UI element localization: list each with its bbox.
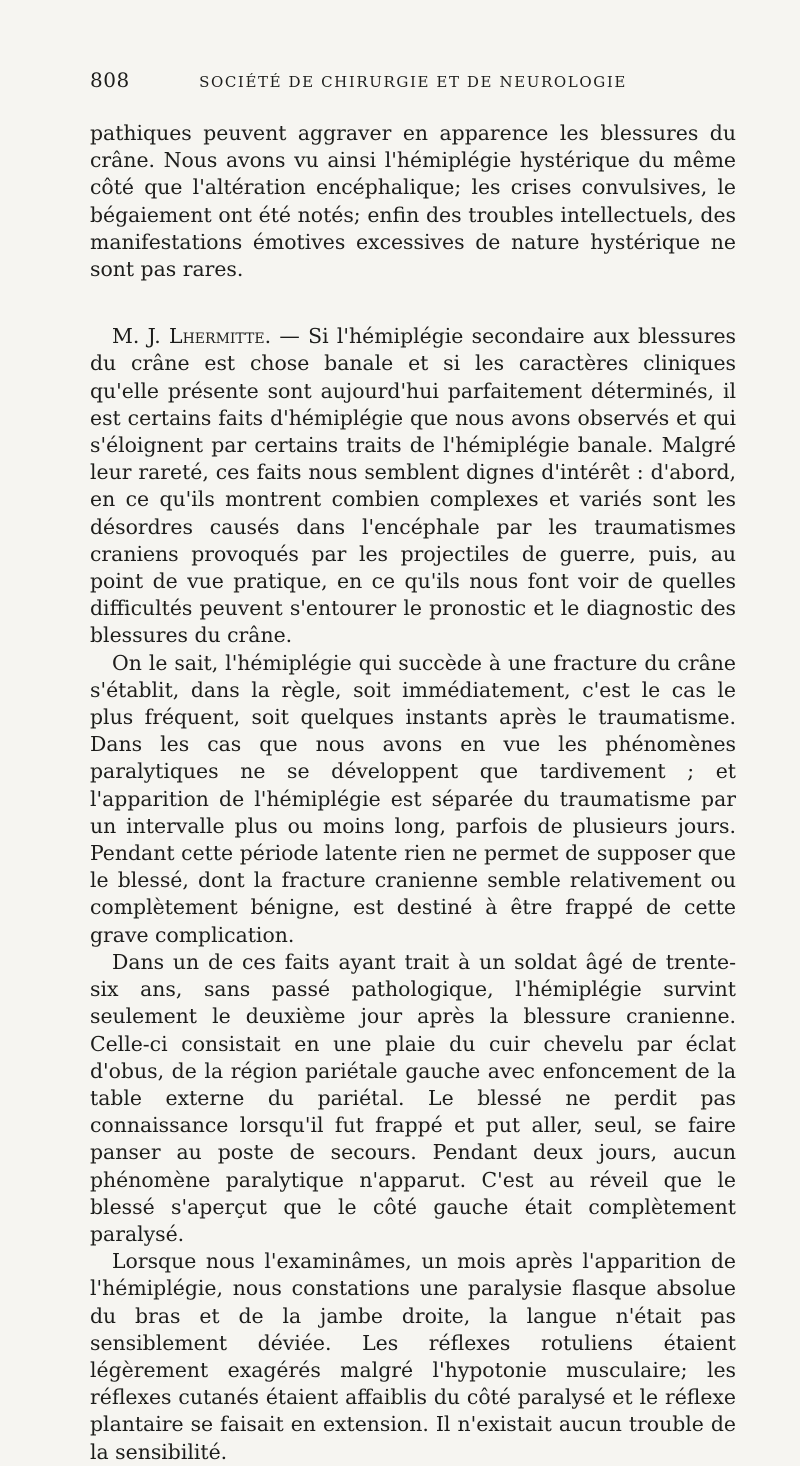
body-text [90, 120, 736, 1466]
paragraph-continued: pathiques peuvent aggraver en apparence les blessures du crâne. Nous avons vu ainsi l'hémiplégie hystérique du même côté que l'altération encéphalique; les crises convulsives, le bégaiement ont été notés; enfin des troubles intellectuels, des manifestations émotives excessives de nature hystérique ne sont pas rares. [90, 121, 736, 282]
page-header [90, 68, 736, 102]
running-title: SOCIÉTÉ DE CHIRURGIE ET DE NEUROLOGIE [199, 73, 627, 91]
paragraph-text: — Si l'hémiplégie secondaire aux blessures du crâne est chose banale et si les caractères cliniques qu'elle présente sont aujourd'hui parfaitement déterminés, il est certains faits d'hémiplégie que nous avons observés et qui s'éloignent par certains traits de l'hémiplégie banale. Malgré leur rareté, ces faits nous semblent dignes d'intérêt : d'abord, en ce qu'ils montrent combien complexes et variés sont les désordres causés dans l'encéphale par les traumatismes craniens provoqués par les projectiles de guerre, puis, au point de vue pratique, en ce qu'ils nous font voir de quelles difficultés peuvent s'entourer le pronostic et le diagnostic des blessures du crâne. [90, 324, 736, 648]
page-number: 808 [90, 68, 130, 92]
paragraph-lhermitte [90, 323, 736, 649]
speaker-name: M. J. Lhermitte. [112, 324, 272, 349]
paragraph: Lorsque nous l'examinâmes, un mois après l'apparition de l'hémiplégie, nous constations une paralysie flasque absolue du bras et de la jambe droite, la langue n'était pas sensiblement déviée. Les réflexes rotuliens étaient légèrement exagérés malgré l'hypotonie musculaire; les réflexes cutanés étaient affaiblis du côté paralysé et le réflexe plantaire se faisait en extension. Il n'existait aucun trouble de la sensibilité. [90, 1249, 736, 1464]
paragraph: Dans un de ces faits ayant trait à un soldat âgé de trente-six ans, sans passé pathologique, l'hémiplégie survint seulement le deuxième jour après la blessure cranienne. Celle-ci consistait en une plaie du cuir chevelu par éclat d'obus, de la région pariétale gauche avec enfoncement de la table externe du pariétal. Le blessé ne perdit pas connaissance lorsqu'il fut frappé et put aller, seul, se faire panser au poste de secours. Pendant deux jours, aucun phénomène paralytique n'apparut. C'est au réveil que le blessé s'aperçut que le côté gauche était complètement paralysé. [90, 949, 736, 1246]
paragraph: On le sait, l'hémiplégie qui succède à une fracture du crâne s'établit, dans la règle, soit immédiatement, c'est le cas le plus fréquent, soit quelques instants après le traumatisme. Dans les cas que nous avons en vue les phénomènes paralytiques ne se développent que tardivement ; et l'apparition de l'hémiplégie est séparée du traumatisme par un intervalle plus ou moins long, parfois de plusieurs jours. Pendant cette période latente rien ne permet de supposer que le blessé, dont la fracture cranienne semble relativement ou complètement bénigne, est destiné à être frappé de cette grave complication. [90, 650, 736, 947]
book-page [90, 68, 736, 1466]
